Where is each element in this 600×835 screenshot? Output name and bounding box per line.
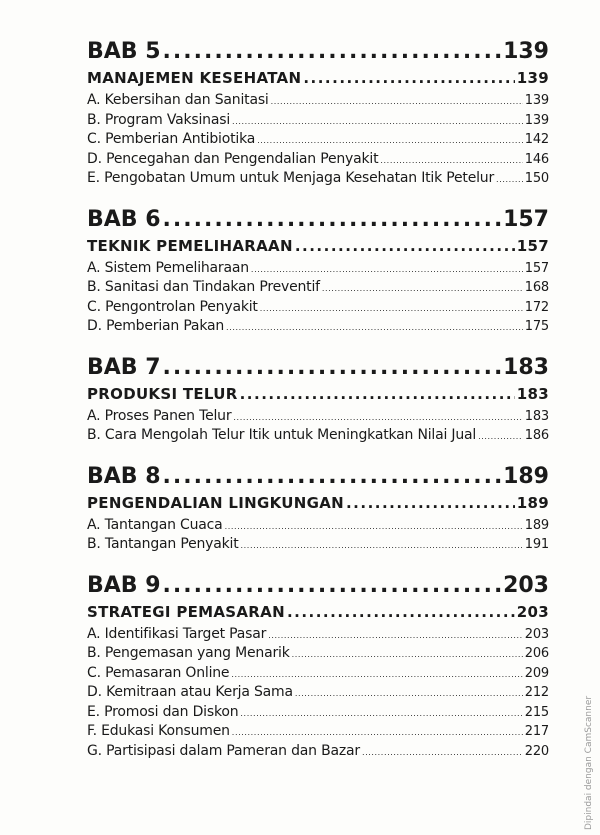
chapter-page: 157 (503, 206, 549, 232)
toc-entry-label: C. Pemasaran Online (87, 664, 230, 681)
chapter-bab-9 (87, 571, 549, 762)
toc-entry (87, 535, 549, 555)
toc-entry (87, 722, 549, 742)
chapter-page: 189 (503, 463, 549, 489)
scanner-watermark: Dipindai dengan CamScanner (584, 695, 594, 830)
toc-entry-label: A. Identifikasi Target Pasar (87, 625, 267, 642)
toc-entry-label: B. Cara Mengolah Telur Itik untuk Meningkatkan Nilai Jual (87, 427, 477, 443)
chapter-number: BAB 8 (87, 463, 161, 489)
chapter-heading (87, 353, 549, 383)
leader-dots (257, 131, 523, 151)
toc-entry-label: D. Pemberian Pakan (87, 318, 225, 334)
toc-entry-label: B. Program Vaksinasi (87, 111, 231, 128)
leader-dots (287, 601, 515, 623)
toc-entry-page: 209 (524, 665, 549, 681)
chapter-heading (87, 462, 549, 492)
leader-dots (163, 353, 502, 383)
toc-entry-label: B. Tantangan Penyakit (87, 536, 239, 552)
chapter-title-page: 183 (516, 384, 549, 403)
leader-dots (271, 92, 523, 112)
toc-entry-page: 215 (524, 704, 549, 720)
toc-entry-page: 150 (524, 171, 549, 186)
leader-dots (268, 626, 523, 646)
toc-entry-page: 217 (524, 724, 549, 739)
toc-entry-page: 220 (524, 743, 549, 759)
leader-dots (233, 408, 522, 428)
toc-entry (87, 298, 549, 318)
chapter-title-row (87, 67, 549, 89)
chapter-bab-7 (87, 353, 549, 446)
toc-entry-label: A. Tantangan Cuaca (87, 516, 223, 533)
toc-entry (87, 644, 549, 664)
leader-dots (226, 318, 523, 338)
leader-dots (295, 235, 515, 257)
chapter-heading (87, 571, 549, 601)
toc-entry-label: B. Sanitasi dan Tindakan Preventif (87, 279, 320, 295)
toc-entry-label: C. Pengontrolan Penyakit (87, 298, 258, 315)
toc-entry-page: 206 (524, 646, 549, 661)
chapter-bab-5 (87, 37, 549, 189)
chapter-heading (87, 205, 549, 235)
toc-entry-label: A. Sistem Pemeliharaan (87, 259, 249, 276)
leader-dots (380, 151, 522, 171)
toc-entry-label: B. Pengemasan yang Menarik (87, 645, 290, 661)
chapter-number: BAB 9 (87, 572, 161, 598)
toc-entry-page: 203 (524, 626, 549, 642)
toc-entry (87, 516, 549, 536)
chapter-title-row (87, 601, 549, 623)
leader-dots (232, 112, 523, 132)
leader-dots (163, 205, 502, 235)
toc-entry-page: 139 (524, 112, 549, 128)
chapter-title: PENGENDALIAN LINGKUNGAN (87, 493, 344, 512)
toc-entry (87, 111, 549, 131)
chapter-page: 139 (503, 39, 549, 64)
leader-dots (241, 536, 523, 556)
leader-dots (163, 462, 502, 492)
toc-entry-page: 157 (524, 260, 549, 276)
toc-entry (87, 625, 549, 645)
toc-entry-label: D. Kemitraan atau Kerja Sama (87, 684, 293, 700)
toc-entry (87, 407, 549, 427)
toc-entry-page: 186 (524, 428, 549, 443)
toc-entry (87, 317, 549, 337)
toc-entry (87, 91, 549, 111)
chapter-heading (87, 37, 549, 67)
chapter-title: MANAJEMEN KESEHATAN (87, 69, 302, 87)
toc-entry-page: 142 (524, 132, 549, 147)
chapter-number: BAB 7 (87, 354, 161, 380)
leader-dots (322, 279, 523, 299)
toc-entry-page: 183 (524, 408, 549, 424)
chapter-title-page: 139 (516, 69, 549, 87)
leader-dots (346, 492, 515, 514)
chapter-title-page: 157 (516, 236, 549, 255)
chapter-title-page: 189 (516, 493, 549, 512)
chapter-title-row (87, 383, 549, 405)
chapter-title-row (87, 492, 549, 514)
chapter-number: BAB 5 (87, 39, 161, 64)
leader-dots (362, 743, 523, 763)
toc-entry-page: 191 (524, 537, 549, 552)
chapter-bab-6 (87, 205, 549, 337)
leader-dots (295, 684, 523, 704)
leader-dots (225, 517, 523, 537)
toc-entry-page: 189 (524, 517, 549, 533)
toc-entry (87, 426, 549, 446)
leader-dots (251, 260, 523, 280)
toc-entry-page: 212 (524, 685, 549, 700)
toc-entry (87, 130, 549, 150)
toc-entry (87, 683, 549, 703)
toc-entry-page: 172 (524, 299, 549, 315)
toc-entry (87, 259, 549, 279)
toc-entry-label: D. Pencegahan dan Pengendalian Penyakit (87, 150, 379, 167)
chapter-bab-8 (87, 462, 549, 555)
toc-entry (87, 150, 549, 170)
leader-dots (240, 383, 515, 405)
leader-dots (240, 704, 522, 724)
toc-entry-label: A. Proses Panen Telur (87, 407, 232, 424)
chapter-title: TEKNIK PEMELIHARAAN (87, 236, 293, 255)
toc-entry-label: A. Kebersihan dan Sanitasi (87, 92, 269, 108)
toc-entry-label: E. Promosi dan Diskon (87, 703, 239, 720)
toc-entry-label: G. Partisipasi dalam Pameran dan Bazar (87, 742, 360, 759)
chapter-title-page: 203 (516, 602, 549, 621)
toc-entry-page: 175 (524, 319, 549, 334)
toc-entry-label: F. Edukasi Konsumen (87, 723, 230, 739)
leader-dots (232, 723, 523, 743)
leader-dots (292, 645, 523, 665)
toc-entry-page: 139 (524, 93, 549, 108)
leader-dots (260, 299, 523, 319)
leader-dots (303, 67, 514, 89)
leader-dots (163, 37, 502, 67)
toc-entry-page: 168 (524, 280, 549, 295)
toc-entry-label: C. Pemberian Antibiotika (87, 131, 256, 147)
chapter-title-row (87, 235, 549, 257)
toc-entry (87, 169, 549, 189)
toc-entry-page: 146 (524, 151, 549, 167)
chapter-title: PRODUKSI TELUR (87, 384, 238, 403)
leader-dots (496, 170, 523, 190)
chapter-page: 203 (503, 572, 549, 598)
leader-dots (478, 427, 523, 447)
table-of-contents (87, 37, 549, 777)
toc-entry-label: E. Pengobatan Umum untuk Menjaga Kesehatan Itik Petelur (87, 170, 495, 186)
leader-dots (163, 571, 502, 601)
toc-entry (87, 664, 549, 684)
toc-entry (87, 278, 549, 298)
chapter-page: 183 (503, 354, 549, 380)
leader-dots (231, 665, 522, 685)
chapter-title: STRATEGI PEMASARAN (87, 602, 285, 621)
chapter-number: BAB 6 (87, 206, 161, 232)
toc-entry (87, 742, 549, 762)
toc-entry (87, 703, 549, 723)
